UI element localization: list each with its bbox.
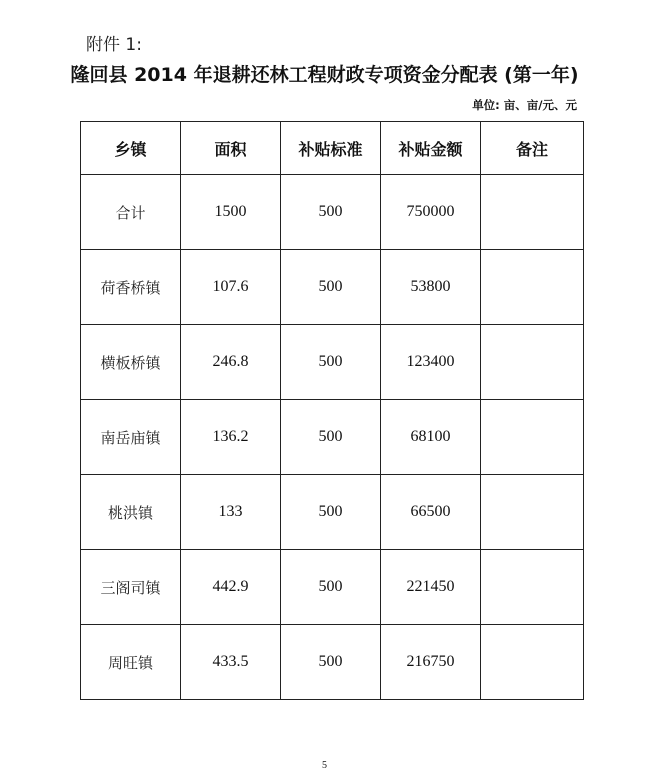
cell-note bbox=[481, 175, 584, 250]
cell-note bbox=[481, 400, 584, 475]
header-area: 面积 bbox=[181, 122, 281, 175]
cell-note bbox=[481, 475, 584, 550]
unit-note: 单位: 亩、亩/元、元 bbox=[472, 98, 577, 112]
header-note: 备注 bbox=[481, 122, 584, 175]
cell-amount: 53800 bbox=[381, 250, 481, 325]
cell-standard: 500 bbox=[281, 400, 381, 475]
table-row bbox=[81, 475, 584, 550]
cell-area: 133 bbox=[181, 475, 281, 550]
header-row bbox=[81, 122, 584, 175]
cell-amount: 68100 bbox=[381, 400, 481, 475]
cell-standard: 500 bbox=[281, 475, 381, 550]
cell-amount: 216750 bbox=[381, 625, 481, 700]
table-row bbox=[81, 175, 584, 250]
header-standard: 补贴标准 bbox=[281, 122, 381, 175]
cell-note bbox=[481, 325, 584, 400]
table-row bbox=[81, 325, 584, 400]
cell-amount: 66500 bbox=[381, 475, 481, 550]
cell-amount: 123400 bbox=[381, 325, 481, 400]
cell-town: 南岳庙镇 bbox=[81, 400, 181, 475]
table-row bbox=[81, 625, 584, 700]
cell-town: 桃洪镇 bbox=[81, 475, 181, 550]
table-row bbox=[81, 400, 584, 475]
cell-note bbox=[481, 625, 584, 700]
cell-area: 1500 bbox=[181, 175, 281, 250]
allocation-table bbox=[80, 121, 584, 700]
cell-standard: 500 bbox=[281, 250, 381, 325]
page-number: 5 bbox=[322, 760, 327, 771]
cell-amount: 221450 bbox=[381, 550, 481, 625]
header-town: 乡镇 bbox=[81, 122, 181, 175]
cell-town: 周旺镇 bbox=[81, 625, 181, 700]
cell-area: 246.8 bbox=[181, 325, 281, 400]
cell-town: 横板桥镇 bbox=[81, 325, 181, 400]
attachment-label: 附件 1: bbox=[86, 35, 142, 55]
cell-area: 433.5 bbox=[181, 625, 281, 700]
cell-area: 442.9 bbox=[181, 550, 281, 625]
header-amount: 补贴金额 bbox=[381, 122, 481, 175]
cell-note bbox=[481, 250, 584, 325]
cell-standard: 500 bbox=[281, 325, 381, 400]
cell-note bbox=[481, 550, 584, 625]
cell-town: 合计 bbox=[81, 175, 181, 250]
cell-town: 三阁司镇 bbox=[81, 550, 181, 625]
cell-standard: 500 bbox=[281, 550, 381, 625]
cell-standard: 500 bbox=[281, 175, 381, 250]
cell-area: 107.6 bbox=[181, 250, 281, 325]
cell-town: 荷香桥镇 bbox=[81, 250, 181, 325]
cell-area: 136.2 bbox=[181, 400, 281, 475]
cell-standard: 500 bbox=[281, 625, 381, 700]
table-row bbox=[81, 250, 584, 325]
table-row bbox=[81, 550, 584, 625]
document-title: 隆回县 2014 年退耕还林工程财政专项资金分配表 (第一年) bbox=[70, 64, 579, 86]
cell-amount: 750000 bbox=[381, 175, 481, 250]
